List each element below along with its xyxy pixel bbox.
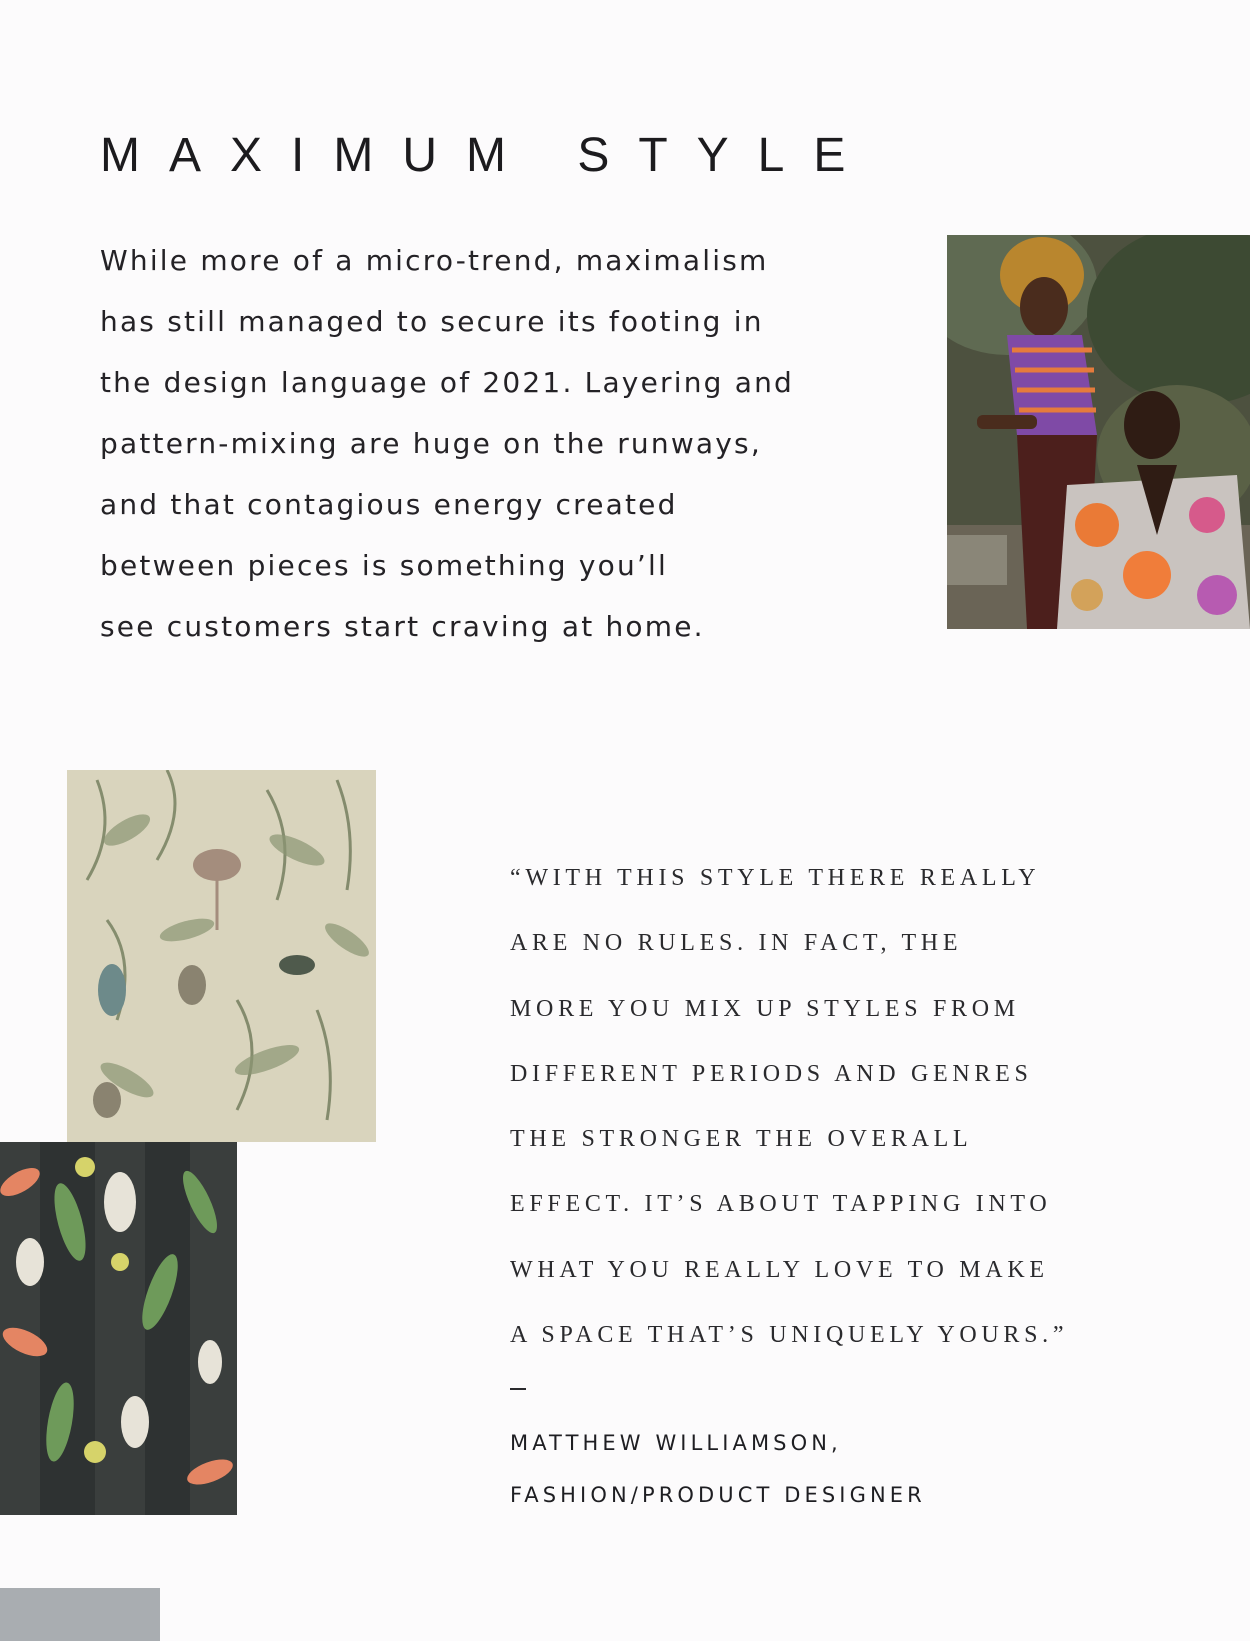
botanical-fabric-swatch [67, 770, 376, 1142]
quote-line: WHAT YOU REALLY LOVE TO MAKE [510, 1256, 1049, 1283]
page-title: MAXIMUM STYLE [100, 129, 875, 182]
attribution-role: FASHION/PRODUCT DESIGNER [510, 1483, 926, 1507]
quote-line: “WITH THIS STYLE THERE REALLY [510, 865, 1041, 891]
intro-line: and that contagious energy created [100, 488, 678, 521]
intro-line: the design language of 2021. Layering and [100, 366, 794, 399]
intro-line: pattern-mixing are huge on the runways, [100, 427, 762, 460]
intro-line: between pieces is something you’ll [100, 549, 668, 582]
quote-line: THE STRONGER THE OVERALL [510, 1126, 973, 1153]
designer-quote [510, 858, 1210, 1380]
quote-line: ARE NO RULES. IN FACT, THE [510, 930, 963, 957]
quote-line: MORE YOU MIX UP STYLES FROM [510, 995, 1020, 1022]
corner-color-block [0, 1588, 160, 1641]
intro-line: While more of a micro-trend, maximalism [100, 244, 769, 277]
intro-paragraph [100, 236, 880, 663]
quote-line: DIFFERENT PERIODS AND GENRES [510, 1060, 1033, 1087]
quote-dash-divider [510, 1388, 526, 1390]
models-photo [947, 235, 1250, 629]
quote-line: A SPACE THAT’S UNIQUELY YOURS.” [510, 1322, 1069, 1349]
attribution-name: MATTHEW WILLIAMSON, [510, 1431, 842, 1455]
quote-attribution [510, 1425, 926, 1529]
intro-line: has still managed to secure its footing in [100, 305, 764, 338]
dark-floral-fabric-swatch [0, 1142, 237, 1515]
intro-line: see customers start craving at home. [100, 610, 705, 643]
quote-line: EFFECT. IT’S ABOUT TAPPING INTO [510, 1191, 1052, 1218]
